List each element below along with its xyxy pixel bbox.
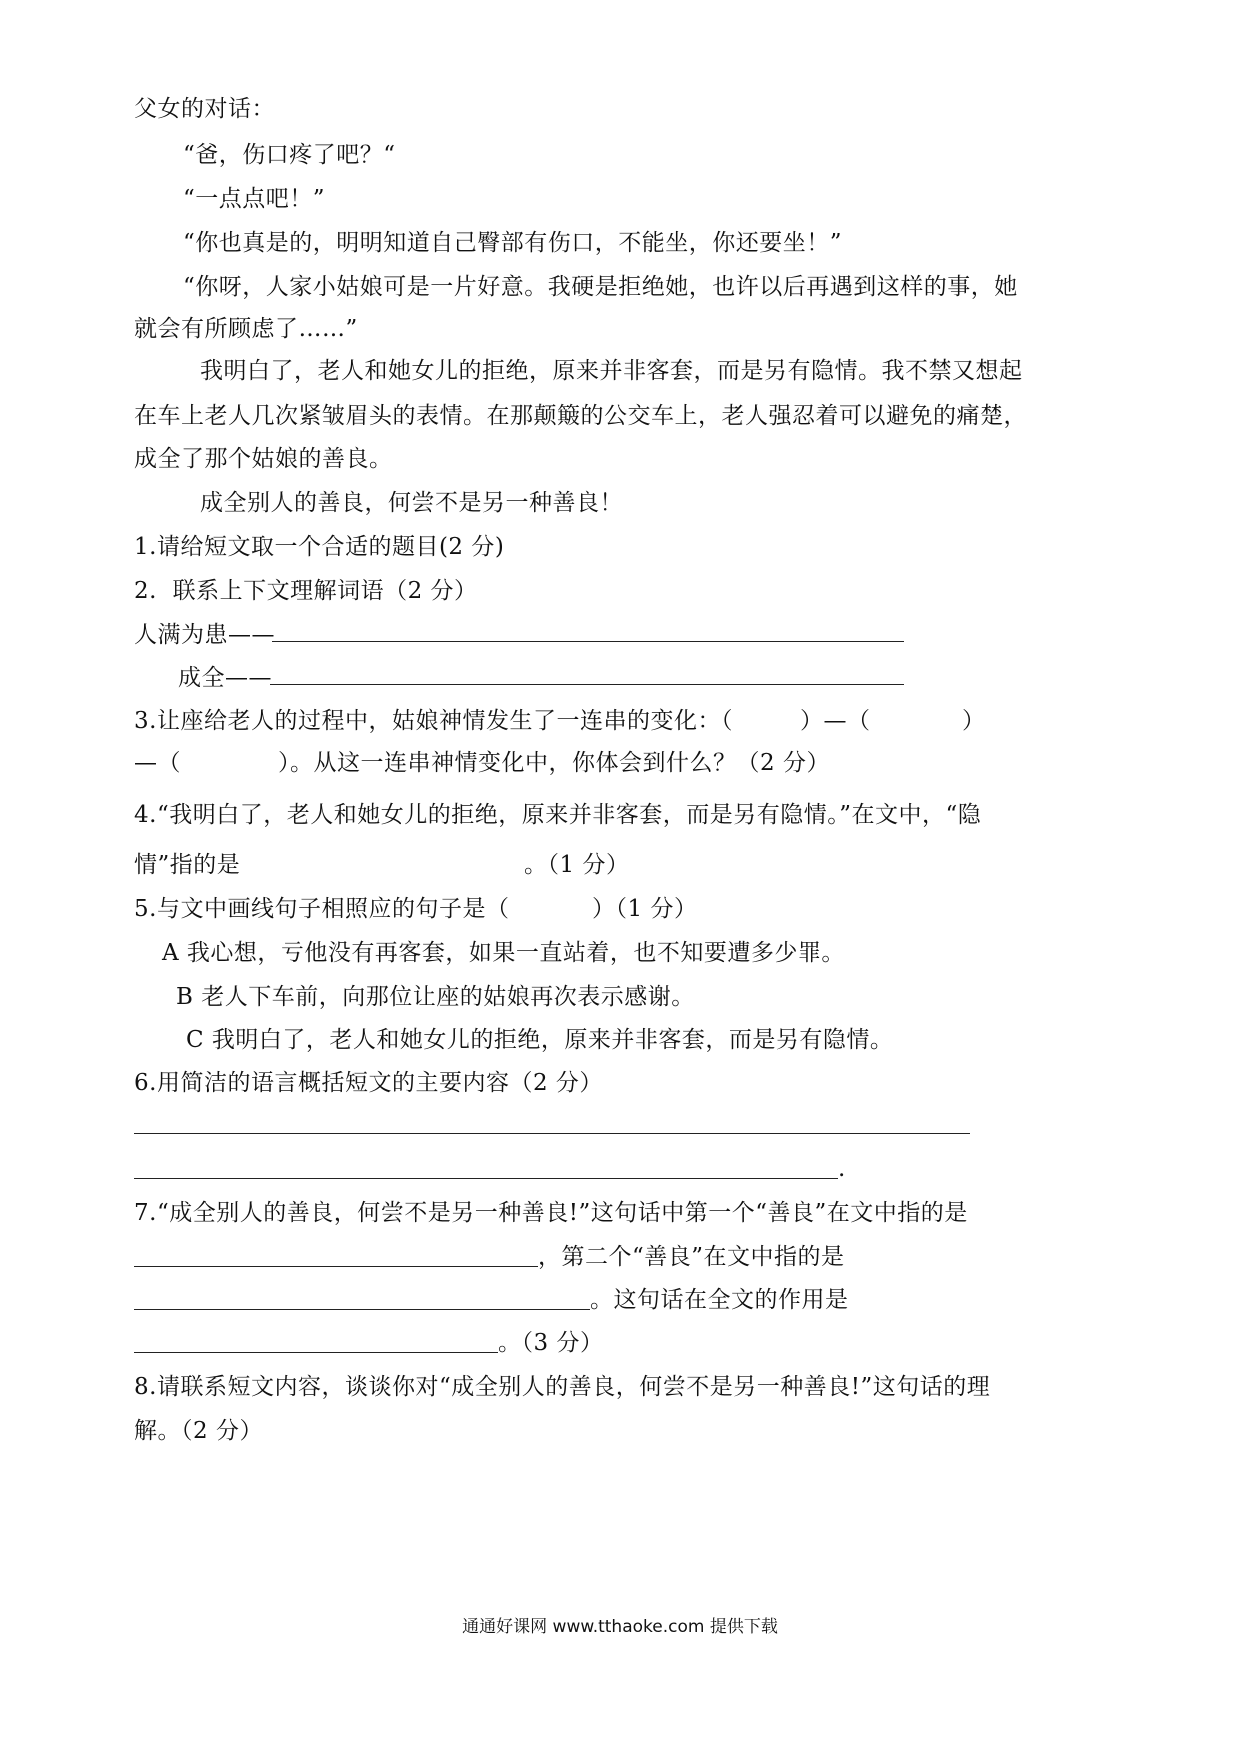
passage-line-7: 我明白了，老人和她女儿的拒绝，原来并非客套，而是另有隐情。我不禁又想起 xyxy=(200,358,1023,384)
question-3-part-b: ）—（ xyxy=(800,708,871,734)
answer-line-q7-3[interactable] xyxy=(134,1352,498,1353)
question-6: 6.用简洁的语言概括短文的主要内容（2 分） xyxy=(134,1070,603,1096)
question-4-line-1: 4.“我明白了，老人和她女儿的拒绝，原来并非客套，而是另有隐情。”在文中，“隐 xyxy=(134,802,982,828)
question-3-part-a: 3.让座给老人的过程中，姑娘神情发生了一连串的变化：（ xyxy=(134,708,733,734)
question-5-option-b: B 老人下车前，向那位让座的姑娘再次表示感谢。 xyxy=(176,984,695,1010)
passage-line-3: “一点点吧！” xyxy=(183,186,326,212)
question-8-line-1: 8.请联系短文内容，谈谈你对“成全别人的善良，何尝不是另一种善良!”这句话的理 xyxy=(134,1374,991,1400)
footer-source: 通通好课网 www.tthaoke.com 提供下载 xyxy=(462,1617,778,1637)
passage-line-8: 在车上老人几次紧皱眉头的表情。在那颠簸的公交车上，老人强忍着可以避免的痛楚， xyxy=(134,403,1027,429)
answer-line-q7-2[interactable] xyxy=(134,1309,590,1310)
question-5-stem: 5.与文中画线句子相照应的句子是（ xyxy=(134,896,510,922)
question-3-part-e: ）。从这一连串神情变化中，你体会到什么？（2 分） xyxy=(278,750,830,776)
passage-line-9: 成全了那个姑娘的善良。 xyxy=(134,446,393,472)
question-2-word-1: 人满为患—— xyxy=(134,622,275,648)
question-5-option-c: C 我明白了，老人和她女儿的拒绝，原来并非客套，而是另有隐情。 xyxy=(186,1027,894,1053)
passage-line-6: 就会有所顾虑了……” xyxy=(134,316,358,342)
question-5-score: ）（1 分） xyxy=(592,896,698,922)
question-3-part-d: —（ xyxy=(134,750,181,776)
question-2-word-2: 成全—— xyxy=(178,665,272,691)
passage-line-1: 父女的对话： xyxy=(134,96,275,122)
question-7-score: 。（3 分） xyxy=(498,1330,604,1356)
question-8-line-2: 解。（2 分） xyxy=(134,1418,263,1444)
question-1: 1.请给短文取一个合适的题目(2 分) xyxy=(134,534,505,560)
passage-closing-line: 成全别人的善良，何尝不是另一种善良！ xyxy=(200,490,623,516)
question-4-line-2: 情”指的是 xyxy=(134,852,241,878)
answer-line-word-1[interactable] xyxy=(272,641,904,642)
question-7-line-3: 。这句话在全文的作用是 xyxy=(590,1287,849,1313)
question-5-option-a: A 我心想，亏他没有再客套，如果一直站着，也不知要遭多少罪。 xyxy=(162,940,845,966)
question-7-line-1: 7.“成全别人的善良，何尝不是另一种善良!”这句话中第一个“善良”在文中指的是 xyxy=(134,1200,968,1226)
answer-line-word-2[interactable] xyxy=(270,684,904,685)
answer-line-q6-2[interactable] xyxy=(134,1178,838,1179)
question-7-line-2: ，第二个“善良”在文中指的是 xyxy=(538,1244,845,1270)
answer-line-q7-1[interactable] xyxy=(134,1266,538,1267)
answer-line-q6-1[interactable] xyxy=(134,1133,970,1134)
passage-line-5: “你呀，人家小姑娘可是一片好意。我硬是拒绝她，也许以后再遇到这样的事，她 xyxy=(183,274,1018,300)
passage-line-4: “你也真是的，明明知道自己臀部有伤口，不能坐，你还要坐！” xyxy=(183,230,843,256)
passage-line-2: “爸，伤口疼了吧？“ xyxy=(183,142,396,168)
question-3-part-c: ） xyxy=(962,708,986,734)
question-4-score: 。（1 分） xyxy=(524,852,630,878)
answer-period: . xyxy=(838,1156,846,1182)
question-2: 2. 联系上下文理解词语（2 分） xyxy=(134,578,478,604)
